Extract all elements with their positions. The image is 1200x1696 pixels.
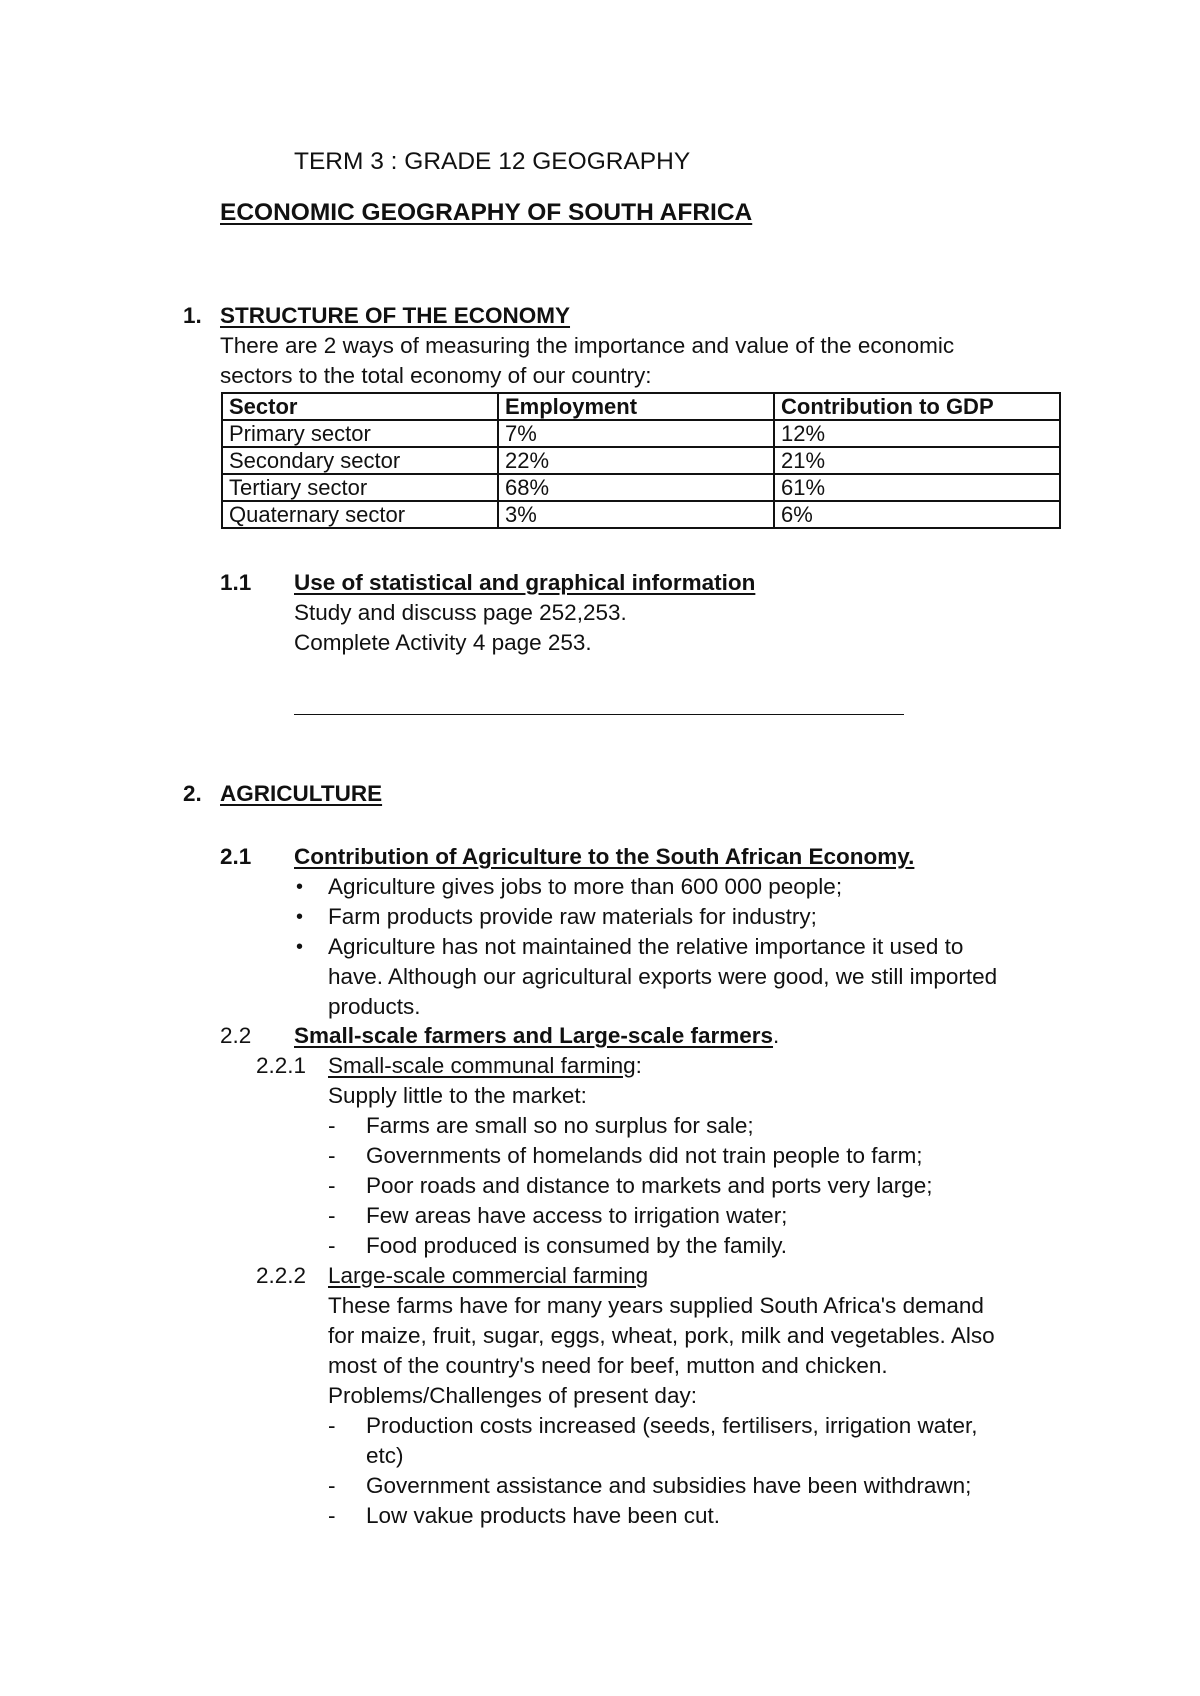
- list-item: Poor roads and distance to markets and ports very large;: [366, 1173, 933, 1198]
- table-header-gdp: Contribution to GDP: [774, 393, 1060, 420]
- section-1-intro-line-1: There are 2 ways of measuring the importance and value of the economic: [220, 333, 955, 358]
- table-row: [222, 420, 1060, 447]
- subsection-2-2-1-number: 2.2.1: [256, 1053, 307, 1078]
- dash-marker: -: [328, 1113, 336, 1138]
- table-cell: Primary sector: [222, 420, 498, 447]
- table-cell: 6%: [774, 501, 1060, 528]
- table-cell: 22%: [498, 447, 774, 474]
- table-cell: 68%: [498, 474, 774, 501]
- table-header-row: [222, 393, 1060, 420]
- table-row: [222, 447, 1060, 474]
- sector-table: [221, 392, 1061, 529]
- bullet-icon: •: [296, 876, 304, 898]
- table-cell: Tertiary sector: [222, 474, 498, 501]
- list-item: Low vakue products have been cut.: [366, 1503, 720, 1528]
- dash-marker: -: [328, 1413, 336, 1438]
- subsection-1-1-line-1: Study and discuss page 252,253.: [294, 600, 627, 625]
- list-item: Production costs increased (seeds, fertilisers, irrigation water,: [366, 1413, 978, 1438]
- problems-intro: Problems/Challenges of present day:: [328, 1383, 697, 1408]
- subsection-2-2-1-heading-wrap: [328, 1052, 642, 1080]
- subsection-2-1-heading: Contribution of Agriculture to the South African Economy.: [294, 844, 915, 869]
- table-cell: 21%: [774, 447, 1060, 474]
- dash-marker: -: [328, 1233, 336, 1258]
- table-cell: 7%: [498, 420, 774, 447]
- subsection-2-2-number: 2.2: [220, 1023, 252, 1048]
- table-cell: 3%: [498, 501, 774, 528]
- subsection-2-2-heading: Small-scale farmers and Large-scale farmers: [294, 1023, 774, 1048]
- dash-marker: -: [328, 1503, 336, 1528]
- subsection-1-1-number: 1.1: [220, 570, 252, 595]
- table-cell: Secondary sector: [222, 447, 498, 474]
- list-item: Agriculture has not maintained the relative importance it used to: [328, 934, 964, 959]
- subsection-2-2-1-intro: Supply little to the market:: [328, 1083, 587, 1108]
- list-item: Few areas have access to irrigation water;: [366, 1203, 788, 1228]
- table-row: [222, 501, 1060, 528]
- document-title: TERM 3 : GRADE 12 GEOGRAPHY: [294, 148, 691, 175]
- section-1-number: 1.: [183, 303, 202, 328]
- subsection-1-1-heading: Use of statistical and graphical information: [294, 570, 756, 595]
- subsection-2-2-heading-wrap: [294, 1022, 779, 1050]
- section-2-number: 2.: [183, 781, 202, 806]
- paragraph-line: most of the country's need for beef, mutton and chicken.: [328, 1353, 888, 1378]
- subsection-2-2-1-heading: Small-scale communal farming: [328, 1053, 636, 1078]
- dash-marker: -: [328, 1143, 336, 1168]
- list-item-continuation: products.: [328, 994, 421, 1019]
- list-item: Farms are small so no surplus for sale;: [366, 1113, 754, 1138]
- subsection-2-1-number: 2.1: [220, 844, 252, 869]
- list-item: Government assistance and subsidies have been withdrawn;: [366, 1473, 972, 1498]
- dash-marker: -: [328, 1173, 336, 1198]
- paragraph-line: These farms have for many years supplied South Africa's demand: [328, 1293, 984, 1318]
- list-item: Food produced is consumed by the family.: [366, 1233, 788, 1258]
- subsection-2-2-1-heading-tail: :: [635, 1053, 642, 1078]
- table-header-employment: Employment: [498, 393, 774, 420]
- list-item: Governments of homelands did not train people to farm;: [366, 1143, 923, 1168]
- subsection-2-2-2-heading: Large-scale commercial farming: [328, 1263, 649, 1288]
- bullet-icon: •: [296, 936, 304, 958]
- subsection-2-2-heading-tail: .: [773, 1023, 780, 1048]
- list-item-continuation: etc): [366, 1443, 404, 1468]
- list-item: Agriculture gives jobs to more than 600 000 people;: [328, 874, 843, 899]
- table-cell: Quaternary sector: [222, 501, 498, 528]
- section-2-heading: AGRICULTURE: [220, 781, 383, 806]
- subsection-1-1-line-2: Complete Activity 4 page 253.: [294, 630, 592, 655]
- dash-marker: -: [328, 1203, 336, 1228]
- list-item-continuation: have. Although our agricultural exports were good, we still imported: [328, 964, 998, 989]
- table-cell: 61%: [774, 474, 1060, 501]
- paragraph-line: for maize, fruit, sugar, eggs, wheat, pork, milk and vegetables. Also: [328, 1323, 995, 1348]
- list-item: Farm products provide raw materials for industry;: [328, 904, 817, 929]
- table-header-sector: Sector: [222, 393, 498, 420]
- section-1-heading: STRUCTURE OF THE ECONOMY: [220, 303, 571, 328]
- dash-marker: -: [328, 1473, 336, 1498]
- table-row: [222, 474, 1060, 501]
- subsection-2-2-2-number: 2.2.2: [256, 1263, 307, 1288]
- section-1-intro-line-2: sectors to the total economy of our country:: [220, 363, 652, 388]
- bullet-icon: •: [296, 906, 304, 928]
- table-cell: 12%: [774, 420, 1060, 447]
- answer-line-divider: [294, 714, 904, 715]
- document-subtitle: ECONOMIC GEOGRAPHY OF SOUTH AFRICA: [220, 199, 753, 226]
